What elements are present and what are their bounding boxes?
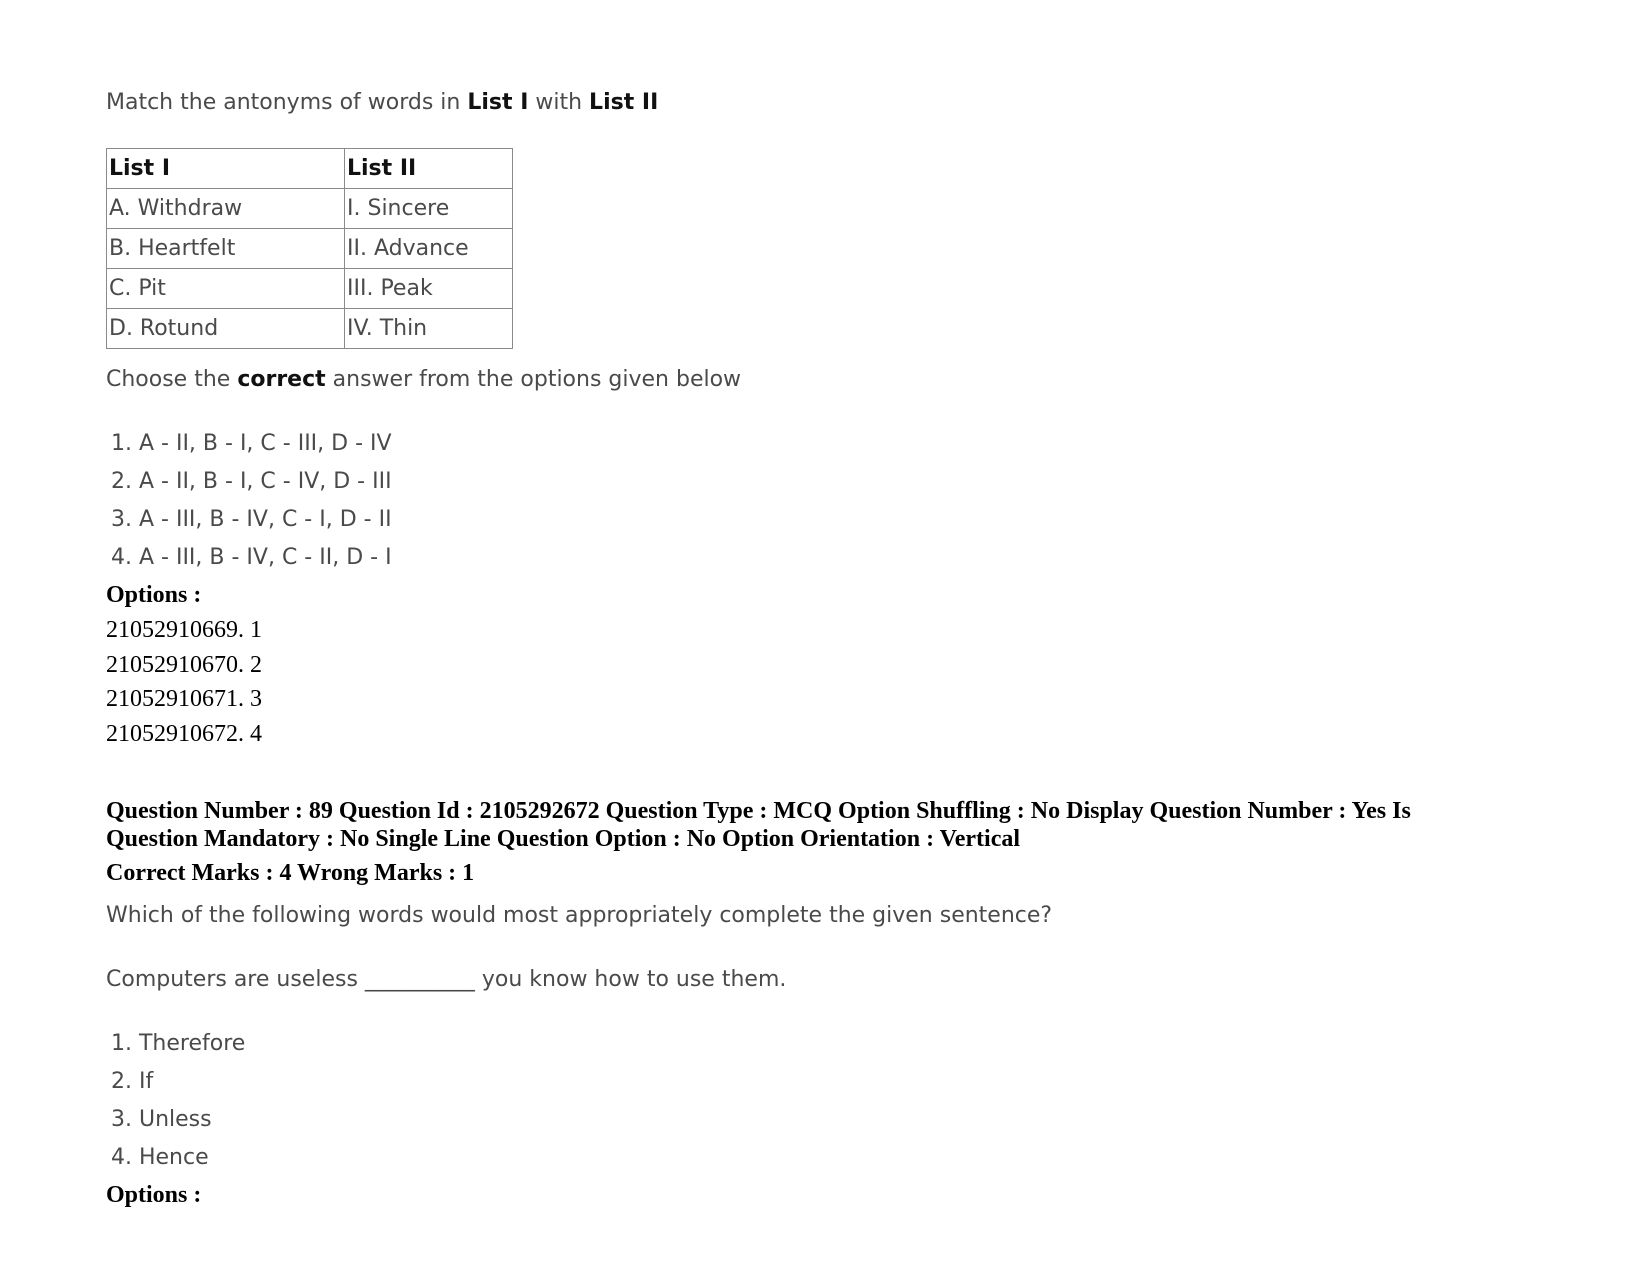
option-id-item: 21052910672. 4 [106,720,262,747]
table-header-row [107,149,513,189]
option-id-item: 21052910671. 3 [106,686,262,712]
table-row [107,229,513,269]
match-instruction: Match the antonyms of words in List I with List II [106,90,659,115]
table-cell: A. Withdraw [107,189,345,229]
header-list-1: List I [107,149,345,189]
q88-option-id-list [106,613,262,751]
table-cell: II. Advance [345,229,513,269]
choice-item: 4. A - III, B - IV, C - II, D - I [111,545,392,570]
table-row [107,309,513,349]
q89-options-label: Options : [106,1182,202,1208]
antonym-match-table [106,148,513,349]
q89-meta [106,797,1411,853]
table-cell: B. Heartfelt [107,229,345,269]
table-cell: C. Pit [107,269,345,309]
choose-instruction: Choose the correct answer from the options given below [106,367,742,392]
q89-meta-line-1: Question Number : 89 Question Id : 2105292672 Question Type : MCQ Option Shuffling : No Display Question Number : Yes Is [106,798,1411,824]
choice-item: 3. Unless [111,1107,212,1132]
table-row [107,189,513,229]
table-cell: I. Sincere [345,189,513,229]
table-cell: IV. Thin [345,309,513,349]
header-list-2: List II [345,149,513,189]
choice-item: 3. A - III, B - IV, C - I, D - II [111,507,392,532]
q89-sentence: Computers are useless __________ you know how to use them. [106,967,787,992]
choice-item: 2. A - II, B - I, C - IV, D - III [111,469,392,494]
q89-question-text: Which of the following words would most appropriately complete the given sentence? [106,903,1053,928]
choice-item: 4. Hence [111,1145,209,1170]
option-id-item: 21052910670. 2 [106,651,262,678]
table-row [107,269,513,309]
choice-item: 1. A - II, B - I, C - III, D - IV [111,431,392,456]
q88-choice-list [111,425,392,577]
option-id-item: 21052910669. 1 [106,617,262,643]
choice-item: 1. Therefore [111,1031,246,1056]
table-cell: III. Peak [345,269,513,309]
q89-choice-list [111,1025,245,1177]
choice-item: 2. If [111,1069,154,1094]
q88-options-label: Options : [106,582,202,608]
q89-meta-line-2: Question Mandatory : No Single Line Question Option : No Option Orientation : Vertical [106,826,1021,852]
table-cell: D. Rotund [107,309,345,349]
q89-marks: Correct Marks : 4 Wrong Marks : 1 [106,860,475,886]
